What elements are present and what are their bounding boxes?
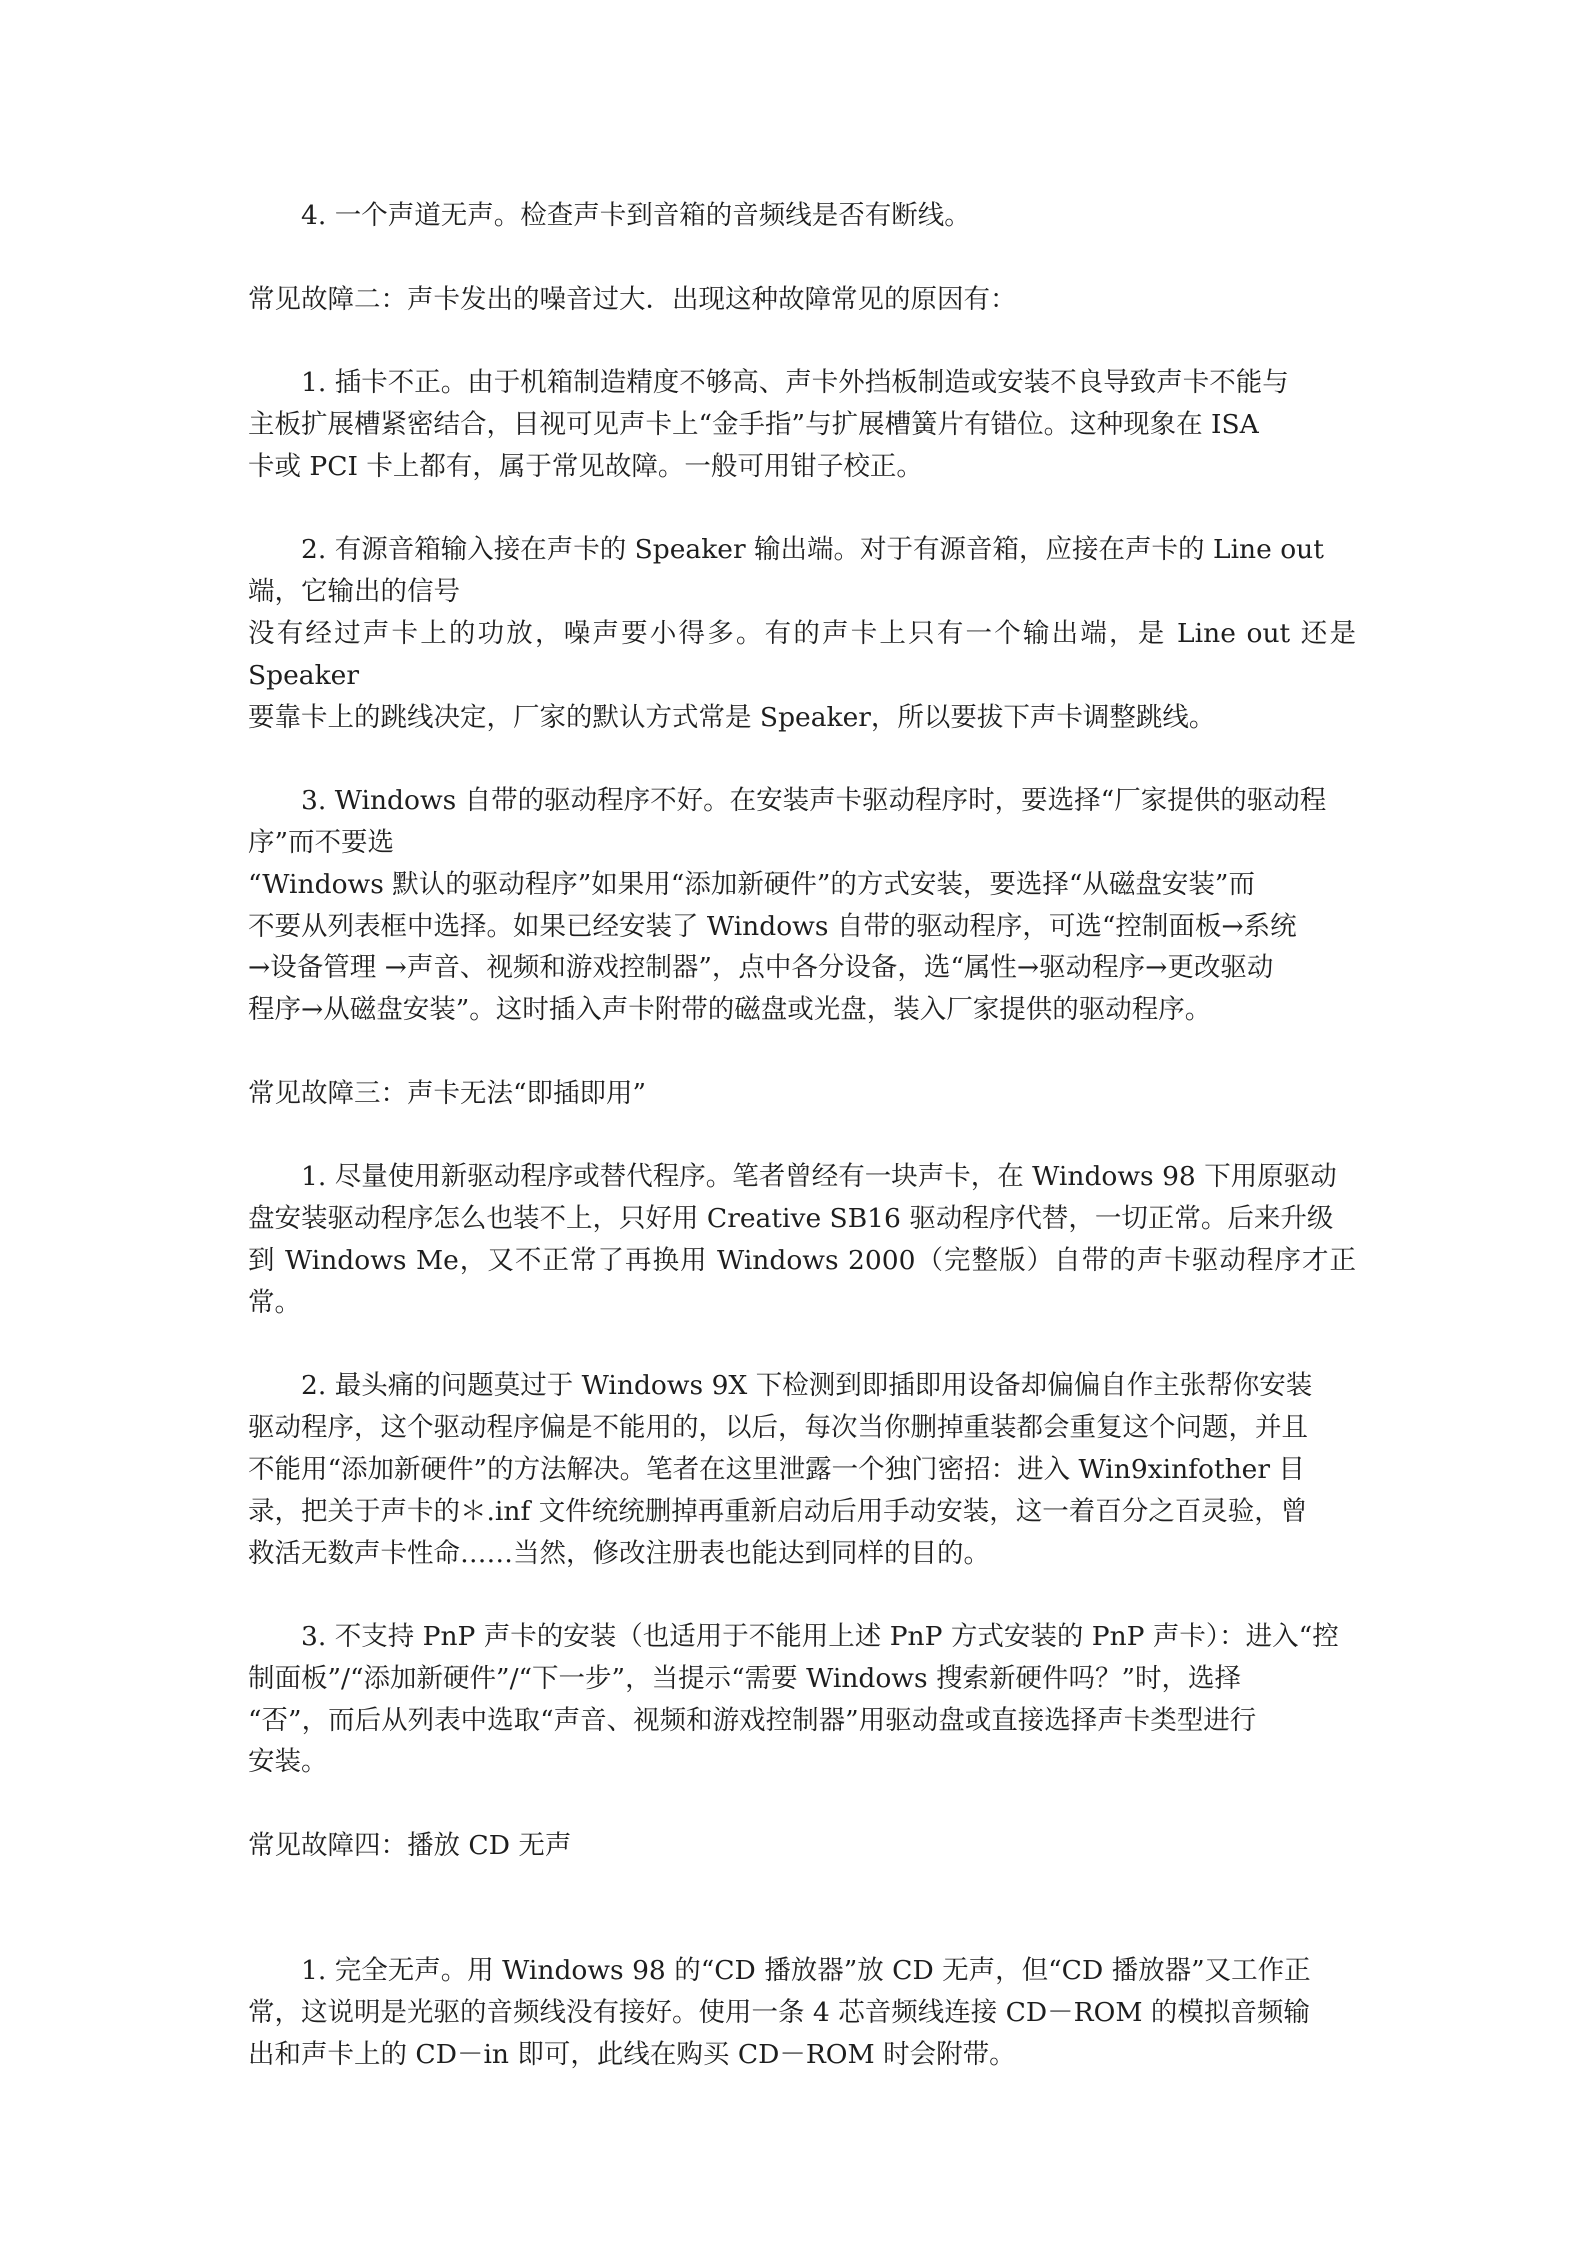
paragraph-item-3 bbox=[248, 1616, 1356, 1783]
text-line: 1. 插卡不正。由于机箱制造精度不够高、声卡外挡板制造或安装不良导致声卡不能与 bbox=[301, 367, 1289, 399]
text-line: “Windows 默认的驱动程序”如果用“添加新硬件”的方式安装，要选择“从磁盘安装”而 bbox=[248, 868, 1255, 900]
paragraph-item-1 bbox=[248, 1156, 1356, 1323]
text-line: 端，它输出的信号 bbox=[248, 576, 460, 608]
text-line: →设备管理 →声音、视频和游戏控制器”，点中各分设备，选“属性→驱动程序→更改驱动 bbox=[248, 952, 1274, 984]
paragraph-item-1 bbox=[248, 362, 1356, 487]
paragraph-item-4 bbox=[248, 195, 1356, 237]
text-line: 4. 一个声道无声。检查声卡到音箱的音频线是否有断线。 bbox=[301, 200, 971, 231]
section-heading-fault-2 bbox=[248, 279, 1356, 321]
text-line: 常见故障二：声卡发出的噪音过大．出现这种故障常见的原因有： bbox=[248, 283, 1017, 315]
paragraph-item-2 bbox=[248, 529, 1356, 738]
text-line: 常见故障四：播放 CD 无声 bbox=[248, 1830, 572, 1862]
text-line: 没有经过声卡上的功放，噪声要小得多。有的声卡上只有一个输出端，是 Line out 还是 Speaker bbox=[248, 617, 1356, 691]
section-heading-fault-4 bbox=[248, 1825, 1356, 1867]
text-line: 常，这说明是光驱的音频线没有接好。使用一条 4 芯音频线连接 CD－ROM 的模拟音频输 bbox=[248, 1997, 1310, 2029]
paragraph-item-2 bbox=[248, 1365, 1356, 1574]
text-line: 不能用“添加新硬件”的方法解决。笔者在这里泄露一个独门密招：进入 Win9xinfother 目 bbox=[248, 1453, 1305, 1485]
section-heading-fault-3 bbox=[248, 1073, 1356, 1115]
text-line: 救活无数声卡性命……当然，修改注册表也能达到同样的目的。 bbox=[248, 1537, 990, 1569]
document-body bbox=[248, 195, 1356, 2118]
text-line: 要靠卡上的跳线决定，厂家的默认方式常是 Speaker，所以要拔下声卡调整跳线。 bbox=[248, 701, 1216, 733]
text-line: 常见故障三：声卡无法“即插即用” bbox=[248, 1077, 647, 1109]
text-line: 1. 尽量使用新驱动程序或替代程序。笔者曾经有一块声卡，在 Windows 98 下用原驱动 bbox=[301, 1161, 1337, 1193]
text-line: 制面板”/“添加新硬件”/“下一步”，当提示“需要 Windows 搜索新硬件吗？”时，选择 bbox=[248, 1662, 1242, 1694]
text-line: 盘安装驱动程序怎么也装不上，只好用 Creative SB16 驱动程序代替，一切正常。后来升级 bbox=[248, 1203, 1334, 1235]
text-line: 安装。 bbox=[248, 1746, 328, 1778]
text-line: 主板扩展槽紧密结合，目视可见声卡上“金手指”与扩展槽簧片有错位。这种现象在 ISA bbox=[248, 408, 1259, 440]
text-line: “否”，而后从列表中选取“声音、视频和游戏控制器”用驱动盘或直接选择声卡类型进行 bbox=[248, 1704, 1257, 1736]
text-line: 3. Windows 自带的驱动程序不好。在安装声卡驱动程序时，要选择“厂家提供的驱动程 bbox=[301, 785, 1327, 817]
text-line: 1. 完全无声。用 Windows 98 的“CD 播放器”放 CD 无声，但“CD 播放器”又工作正 bbox=[301, 1955, 1311, 1987]
text-line: 2. 有源音箱输入接在声卡的 Speaker 输出端。对于有源音箱，应接在声卡的 Line out bbox=[301, 534, 1324, 566]
text-line: 3. 不支持 PnP 声卡的安装（也适用于不能用上述 PnP 方式安装的 PnP 声卡）：进入“控 bbox=[301, 1621, 1339, 1653]
text-line: 出和声卡上的 CD－in 即可，此线在购买 CD－ROM 时会附带。 bbox=[248, 2039, 1016, 2071]
text-line: 不要从列表框中选择。如果已经安装了 Windows 自带的驱动程序，可选“控制面板→系统 bbox=[248, 910, 1297, 942]
text-line: 卡或 PCI 卡上都有，属于常见故障。一般可用钳子校正。 bbox=[248, 450, 923, 482]
text-line: 录，把关于声卡的＊.inf 文件统统删掉再重新启动后用手动安装，这一着百分之百灵验，曾 bbox=[248, 1495, 1308, 1527]
text-line: 程序→从磁盘安装”。这时插入声卡附带的磁盘或光盘，装入厂家提供的驱动程序。 bbox=[248, 994, 1212, 1026]
text-line: 驱动程序，这个驱动程序偏是不能用的，以后，每次当你删掉重装都会重复这个问题，并且 bbox=[248, 1412, 1308, 1444]
text-line: 2. 最头痛的问题莫过于 Windows 9X 下检测到即插即用设备却偏偏自作主张帮你安装 bbox=[301, 1370, 1313, 1402]
paragraph-item-3 bbox=[248, 780, 1356, 1031]
text-line: 到 Windows Me，又不正常了再换用 Windows 2000（完整版）自带的声卡驱动程序才正常。 bbox=[248, 1244, 1356, 1318]
text-line: 序”而不要选 bbox=[248, 826, 395, 858]
paragraph-item-1 bbox=[248, 1950, 1356, 2075]
